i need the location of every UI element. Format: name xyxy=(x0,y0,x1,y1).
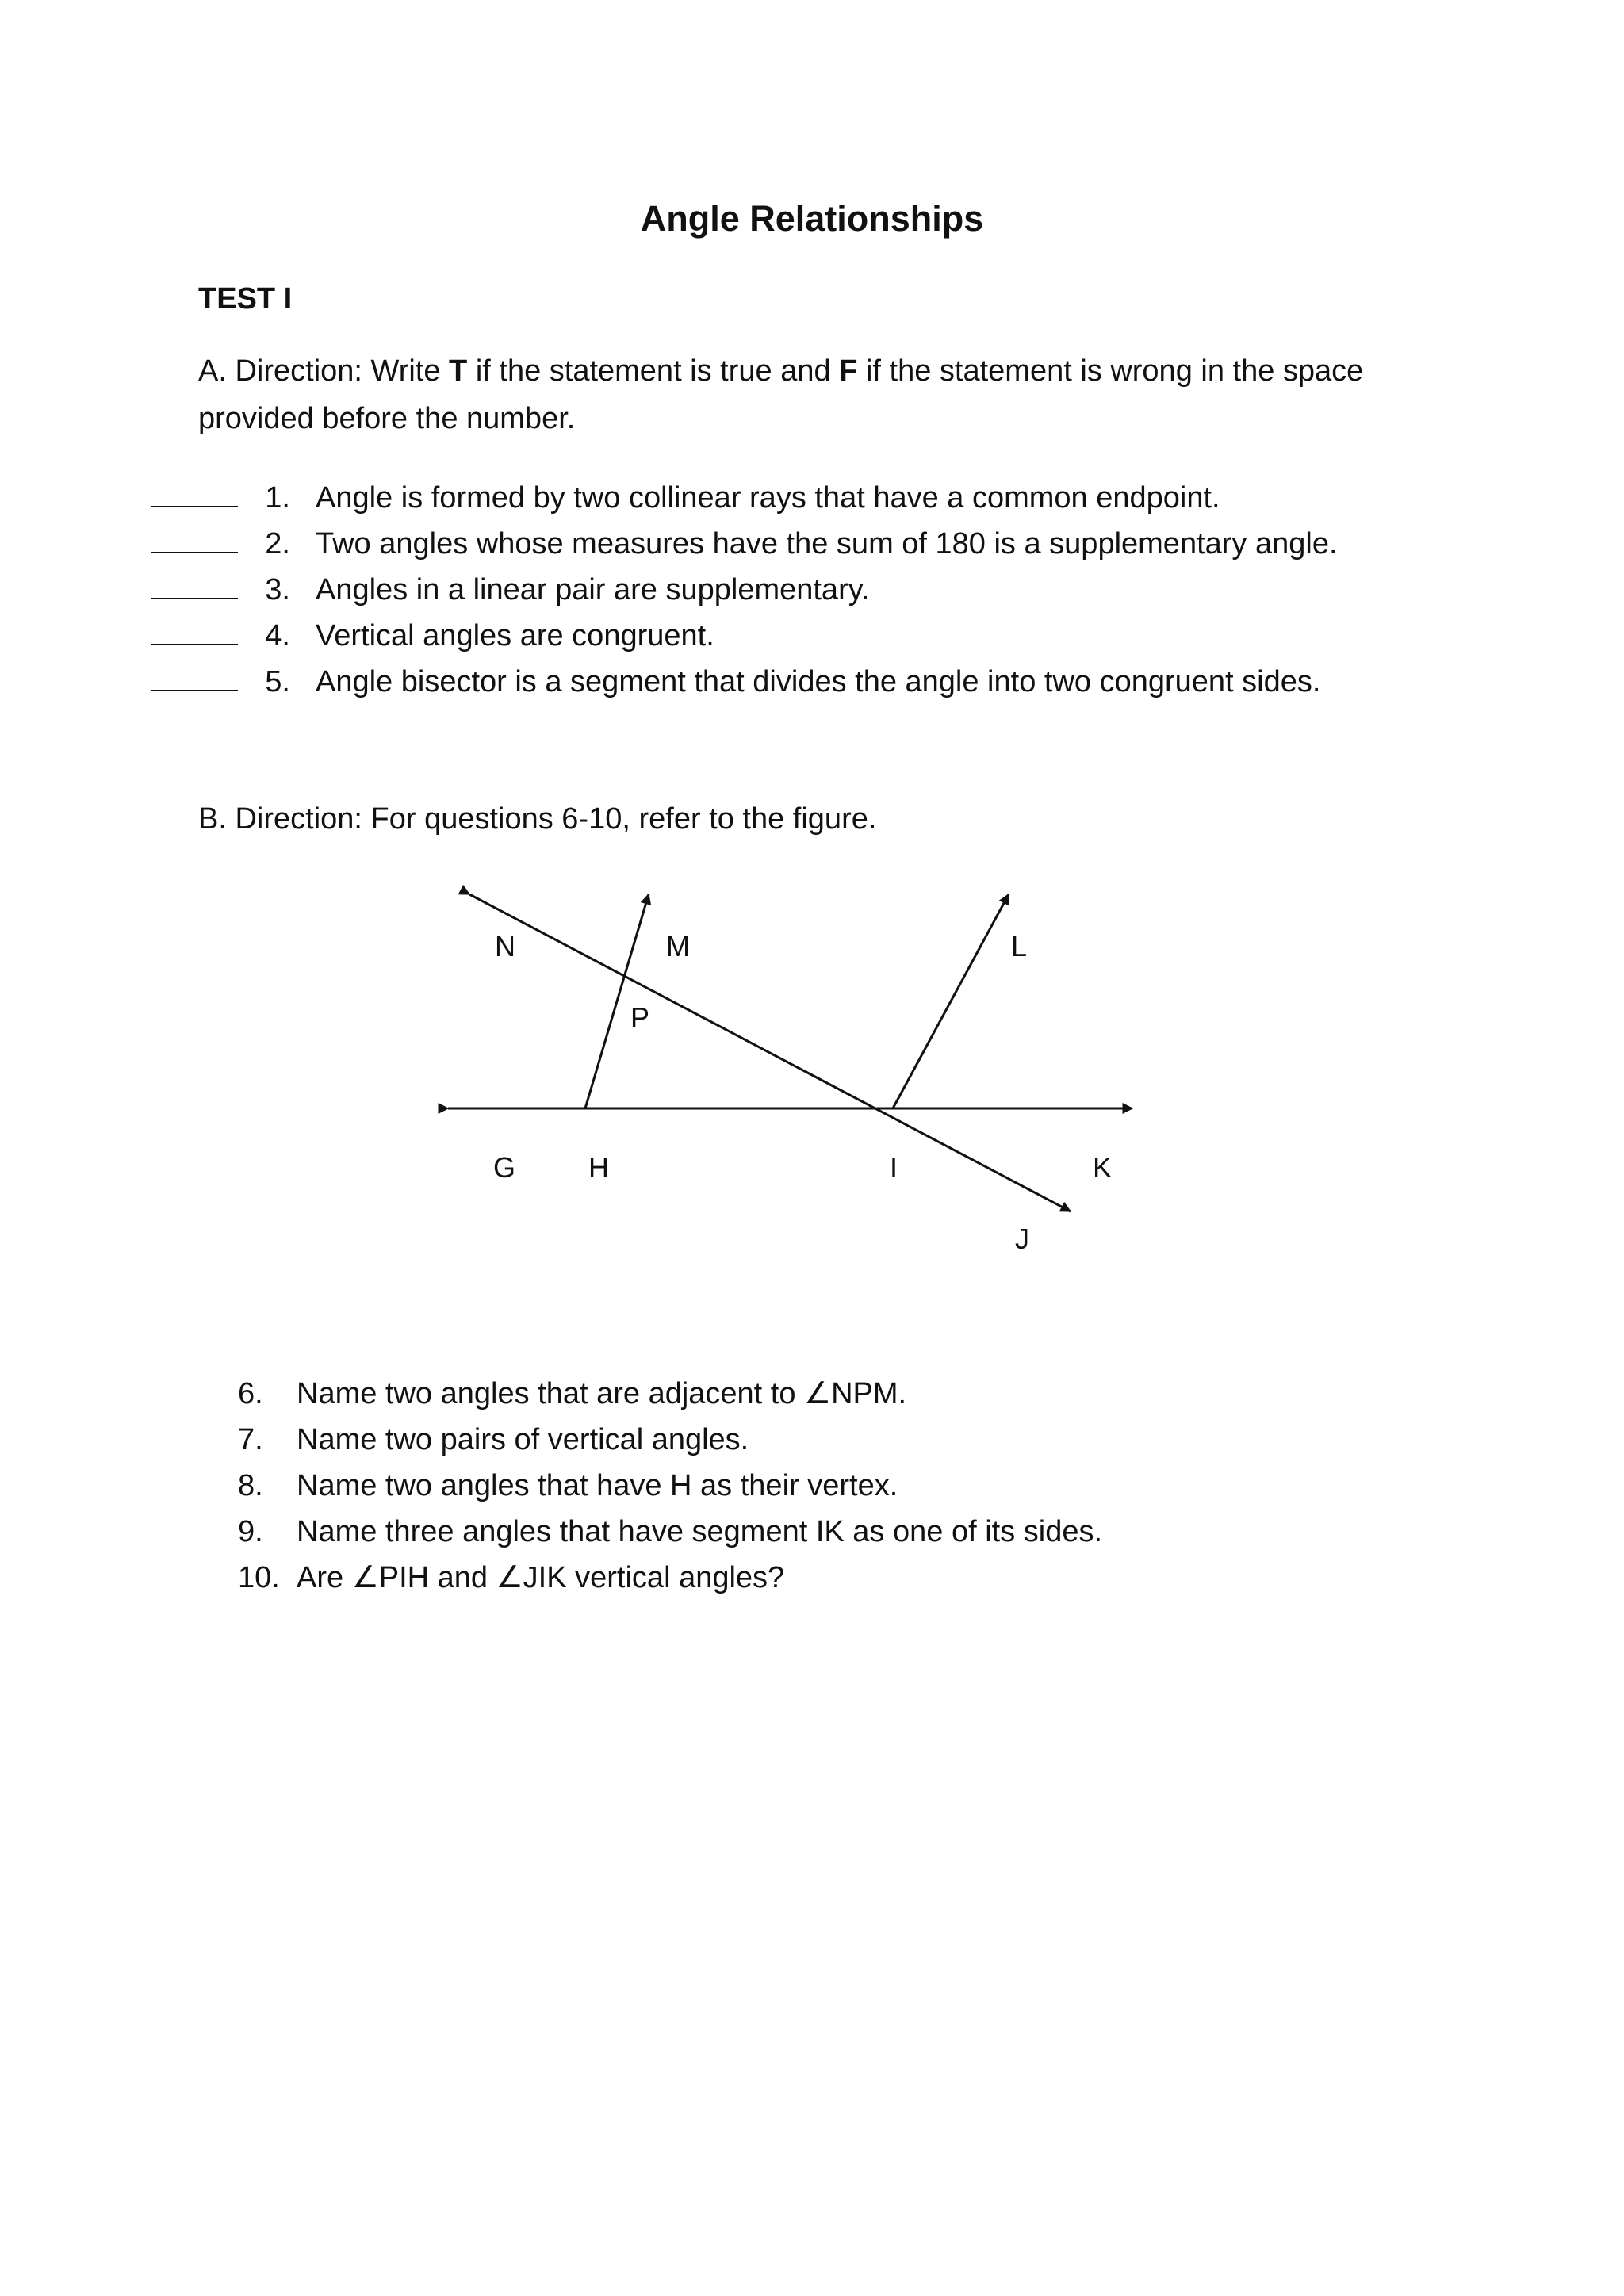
list-item xyxy=(238,1411,1507,1457)
page-title: Angle Relationships xyxy=(640,198,984,239)
label-h: H xyxy=(588,1151,609,1184)
false-letter: F xyxy=(839,354,858,388)
list-item xyxy=(238,1503,1507,1549)
label-m: M xyxy=(666,930,690,962)
item-number: 3. xyxy=(265,573,290,607)
direction-a-prefix: A. Direction: Write xyxy=(198,354,450,388)
label-p: P xyxy=(630,1001,650,1034)
item-number: 2. xyxy=(265,527,290,561)
question-number: 6. xyxy=(238,1377,263,1410)
label-i: I xyxy=(890,1151,898,1184)
label-n: N xyxy=(495,930,515,962)
item-text: Angle is formed by two collinear rays that have a common endpoint. xyxy=(316,481,1220,515)
item-number: 1. xyxy=(265,481,290,515)
ray-il xyxy=(893,894,1009,1108)
question-text: Are ∠PIH and ∠JIK vertical angles? xyxy=(297,1561,785,1594)
question-list xyxy=(238,1365,1507,1595)
list-item xyxy=(238,1549,1507,1595)
question-text: Name two angles that have H as their vertex. xyxy=(297,1469,898,1502)
item-number: 5. xyxy=(265,665,290,698)
list-item xyxy=(238,1365,1507,1411)
label-l: L xyxy=(1011,930,1028,962)
direction-a-middle: if the statement is true and xyxy=(467,354,840,388)
question-number: 8. xyxy=(238,1469,263,1502)
item-text: Angle bisector is a segment that divides the angle into two congruent sides. xyxy=(316,665,1321,698)
question-text: Name two pairs of vertical angles. xyxy=(297,1423,749,1456)
label-k: K xyxy=(1093,1151,1113,1184)
item-text: Angles in a linear pair are supplementary. xyxy=(316,573,870,607)
question-number: 7. xyxy=(238,1423,263,1456)
line-nj xyxy=(469,894,1071,1211)
label-g: G xyxy=(493,1151,516,1184)
question-text: Name three angles that have segment IK as one of its sides. xyxy=(297,1515,1103,1548)
label-j: J xyxy=(1015,1223,1029,1255)
question-number: 10. xyxy=(238,1561,280,1594)
item-text: Two angles whose measures have the sum of 180 is a supplementary angle. xyxy=(316,527,1338,561)
item-text: Vertical angles are congruent. xyxy=(316,619,714,652)
item-number: 4. xyxy=(265,619,290,652)
question-number: 9. xyxy=(238,1515,263,1548)
direction-b: B. Direction: For questions 6-10, refer to the figure. xyxy=(198,802,877,836)
direction-a-suffix: if the statement is wrong in the space provided before the number. xyxy=(198,354,1364,435)
question-text: Name two angles that are adjacent to ∠NPM. xyxy=(297,1377,907,1410)
true-letter: T xyxy=(449,354,468,388)
list-item xyxy=(238,1457,1507,1503)
test-label: TEST I xyxy=(198,282,293,316)
